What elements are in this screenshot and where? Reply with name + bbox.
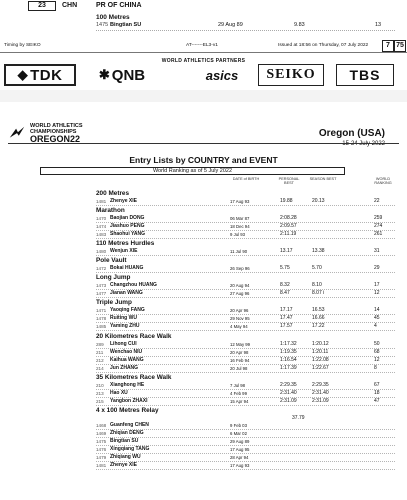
- prev-event-name: 100 Metres: [96, 14, 130, 21]
- athlete-ranking: 261: [374, 231, 383, 238]
- athlete-dob: 12 May 99: [230, 341, 251, 347]
- athlete-bib: 289: [96, 341, 104, 347]
- athlete-bib: 1478: [96, 316, 107, 322]
- athlete-row: [0, 390, 407, 398]
- athlete-bib: 1469: [96, 430, 107, 436]
- athlete-row: [0, 438, 407, 446]
- footer-divider: [0, 52, 407, 53]
- athlete-row: [0, 282, 407, 290]
- athlete-ranking: 68: [374, 348, 380, 355]
- athlete-ranking: 31: [374, 248, 380, 255]
- athlete-row: [0, 382, 407, 390]
- athlete-name: Shaohui YANG: [110, 231, 146, 238]
- athlete-dob: 28 Apr 94: [230, 455, 249, 461]
- athlete-bib: 1479: [96, 455, 107, 461]
- athlete-pb: 17.47: [280, 315, 293, 322]
- athlete-row: [0, 341, 407, 349]
- athlete-dob: 20 Apr 98: [230, 349, 249, 355]
- athlete-bib: 1476: [96, 446, 107, 452]
- athlete-sb: 2:31.40: [312, 389, 329, 396]
- athlete-name: Jiashuo PENG: [110, 223, 145, 230]
- athlete-ranking: 13: [375, 22, 382, 28]
- athlete-bib: 1471: [96, 308, 107, 314]
- athlete-dob: 9 Feb 03: [230, 422, 247, 428]
- athlete-name: Zhiqian DENG: [110, 429, 144, 436]
- athlete-pb: 1:16.54: [280, 356, 297, 363]
- athlete-dob: 7 Jul 98: [230, 382, 246, 388]
- country-code: CHN: [62, 2, 78, 9]
- athlete-pb: 1:19.35: [280, 348, 297, 355]
- athlete-row: [0, 323, 407, 331]
- athlete-pb: 9.83: [294, 22, 305, 28]
- athlete-name: Lihong CUI: [110, 340, 137, 347]
- prev-athlete-row: [0, 22, 407, 32]
- athlete-row: [0, 265, 407, 273]
- athlete-name: Wenjun XIE: [110, 248, 138, 255]
- athlete-name: Xingqiang TANG: [110, 445, 150, 452]
- athlete-dob: 17 Aug 95: [230, 446, 250, 452]
- athlete-name: Yangbon ZHAXI: [110, 397, 148, 404]
- athlete-ranking: 12: [374, 290, 380, 297]
- athlete-dob: 15 Apr 94: [230, 398, 249, 404]
- athlete-pb: 5.75: [280, 265, 290, 272]
- athlete-sb: 8.10: [312, 282, 322, 289]
- athlete-ranking: 4: [374, 323, 377, 330]
- athlete-bib: 1475: [96, 438, 107, 444]
- athlete-ranking: 8: [374, 364, 377, 371]
- country-bib-box: 23: [28, 1, 56, 11]
- athlete-name: Guanfeng CHEN: [110, 421, 149, 428]
- athlete-dob: 29 Aug 89: [230, 438, 250, 444]
- tdk-logo: ◆ TDK: [4, 64, 76, 86]
- championships-logo-text: WORLD ATHLETICS CHAMPIONSHIPS OREGON22: [30, 123, 83, 144]
- athlete-ranking: 14: [374, 307, 380, 314]
- athlete-bib: 213: [96, 390, 104, 396]
- athlete-sb: 8.07 i: [312, 290, 325, 297]
- athlete-dob: 4 Feb 99: [230, 390, 247, 396]
- athlete-name: Xianghong HE: [110, 381, 145, 388]
- athlete-bib: 1468: [96, 422, 107, 428]
- issued-timestamp: Issued at 18:56 on Thursday, 07 July 2022: [278, 43, 369, 48]
- event-dates: 15-24 July 2022: [342, 141, 385, 147]
- athlete-name: Wenchao NIU: [110, 348, 143, 355]
- athlete-row: [0, 462, 407, 470]
- venue-info: [319, 128, 385, 147]
- tbs-logo: TBS: [336, 64, 394, 86]
- athlete-pb: 1:17.32: [280, 340, 297, 347]
- athlete-bib: 1480: [96, 249, 107, 255]
- athlete-bib: 1483: [96, 232, 107, 238]
- athlete-dob: 6 Mar 02: [230, 430, 247, 436]
- event-heading: 20 Kilometres Race Walk: [96, 332, 172, 340]
- athlete-sb: 1:20.11: [312, 348, 329, 355]
- athlete-sb: 20.13: [312, 198, 325, 204]
- athlete-dob: 16 Feb 94: [230, 357, 250, 363]
- athlete-ranking: 17: [374, 282, 380, 289]
- athlete-name: Changzhou HUANG: [110, 282, 157, 289]
- athlete-name: Baojian DONG: [110, 215, 145, 222]
- ranking-banner: World Ranking as of 5 July 2022: [40, 167, 345, 175]
- athlete-ranking: 18: [374, 389, 380, 396]
- athlete-name: Yaming ZHU: [110, 323, 140, 330]
- athlete-ranking: 45: [374, 315, 380, 322]
- row-divider: [96, 30, 395, 31]
- athlete-bib: 211: [96, 349, 104, 355]
- athlete-name: Bokai HUANG: [110, 265, 144, 272]
- timing-credit: Timing by SEIKO: [4, 43, 41, 48]
- header-divider: [8, 143, 399, 144]
- athlete-dob: 20 Apr 96: [230, 308, 249, 314]
- athlete-name: Kaihua WANG: [110, 356, 144, 363]
- athlete-bib: 1481: [96, 463, 107, 469]
- athlete-sb: 1:22.08: [312, 356, 329, 363]
- athlete-pb: 2:09.57: [280, 223, 297, 230]
- championships-logo-icon: [8, 125, 26, 143]
- athlete-pb: 2:31.09: [280, 397, 297, 404]
- athlete-bib: 215: [96, 398, 104, 404]
- athlete-dob: 17 Aug 93: [230, 199, 250, 204]
- qnb-logo: ✱ QNB: [98, 66, 146, 84]
- partners-label: WORLD ATHLETICS PARTNERS: [161, 58, 246, 64]
- athlete-name: Zhiqiang WU: [110, 454, 141, 461]
- athlete-ranking: 67: [374, 381, 380, 388]
- athlete-pb: 1:17.39: [280, 364, 297, 371]
- col-pb: PERSONAL BEST: [278, 177, 300, 185]
- col-wr: WORLD RANKING: [374, 177, 392, 185]
- relay-mark: 37.79: [292, 414, 305, 421]
- tdk-mark-icon: ◆: [17, 67, 29, 82]
- athlete-ranking: 259: [374, 215, 383, 222]
- athlete-dob: 18 Dec 94: [230, 224, 250, 230]
- athlete-dob: 9 Jul 93: [230, 232, 246, 238]
- athlete-bib: 212: [96, 357, 104, 363]
- athlete-dob: 27 Aug 96: [230, 291, 250, 297]
- athlete-row: [0, 446, 407, 454]
- athlete-pb: 17.17: [280, 307, 293, 314]
- athlete-dob: 11 Jul 90: [230, 249, 248, 255]
- athlete-name: Bingtian SU: [110, 437, 139, 444]
- page-header: [0, 118, 407, 158]
- event-heading: 200 Metres: [96, 190, 130, 197]
- athlete-sb: 2:31.09: [312, 397, 329, 404]
- event-heading: 4 x 100 Metres Relay: [96, 406, 159, 414]
- athlete-bib: 1475: [96, 22, 109, 28]
- athlete-ranking: 12: [374, 356, 380, 363]
- athlete-bib: 210: [96, 382, 104, 388]
- column-headers: [0, 175, 407, 187]
- event-heading: 110 Metres Hurdles: [96, 240, 155, 248]
- col-sb: SEASON BEST: [309, 177, 337, 181]
- athlete-bib: 1470: [96, 216, 107, 222]
- athlete-bib: 1485: [96, 324, 107, 330]
- event-heading: Marathon: [96, 207, 125, 215]
- athlete-sb: 1:20.12: [312, 340, 329, 347]
- athlete-name: Ruiting WU: [110, 315, 137, 322]
- athlete-bib: 1473: [96, 283, 107, 289]
- athlete-pb: 2:08.28: [280, 215, 297, 222]
- athlete-sb: 16.53: [312, 307, 325, 314]
- asics-logo: asics: [205, 67, 239, 83]
- athlete-sb: 1:22.67: [312, 364, 329, 371]
- athlete-row: [0, 248, 407, 256]
- athlete-ranking: 29: [374, 265, 380, 272]
- seiko-logo: SEIKO: [258, 64, 324, 86]
- athlete-row: [0, 198, 407, 206]
- athlete-row: [0, 365, 407, 373]
- athlete-dob: 4 May 94: [230, 324, 248, 330]
- page-separator: [0, 90, 407, 102]
- entry-list: [0, 189, 407, 470]
- event-heading: Pole Vault: [96, 257, 127, 265]
- athlete-dob: 17 Aug 93: [230, 463, 250, 469]
- athlete-sb: 17.22: [312, 323, 325, 330]
- athlete-row: [0, 231, 407, 239]
- athlete-pb: 2:29.35: [280, 381, 297, 388]
- athlete-bib: 1477: [96, 291, 107, 297]
- venue-city: Oregon (USA): [318, 128, 385, 139]
- col-dob: DATE of BIRTH: [232, 177, 260, 181]
- athlete-sb: 2:29.35: [312, 381, 329, 388]
- athlete-row: [0, 398, 407, 406]
- athlete-name: Yaoqing FANG: [110, 307, 145, 314]
- athlete-row: [0, 430, 407, 438]
- athlete-sb: 5.70: [312, 265, 322, 272]
- athlete-row: [0, 422, 407, 430]
- country-header: [0, 0, 407, 12]
- row-divider: [96, 469, 395, 470]
- event-heading: Triple Jump: [96, 299, 132, 307]
- athlete-sb: 16.66: [312, 315, 325, 322]
- athlete-ranking: 274: [374, 223, 383, 230]
- athlete-name: Bingtian SU: [110, 22, 142, 28]
- athlete-name: Hao XU: [110, 389, 128, 396]
- athlete-pb: 2:11.19: [280, 231, 297, 238]
- event-heading: Long Jump: [96, 274, 131, 282]
- athlete-pb: 8.32: [280, 282, 290, 289]
- sponsor-bar: [0, 64, 407, 86]
- athlete-row: [0, 454, 407, 462]
- athlete-pb: 17.57: [280, 323, 293, 330]
- athlete-dob: 20 Jul 98: [230, 365, 248, 371]
- athlete-ranking: 47: [374, 397, 380, 404]
- athlete-row: [0, 349, 407, 357]
- athlete-sb: 13.38: [312, 248, 325, 255]
- athlete-name: Zhenye XIE: [110, 198, 137, 204]
- athlete-dob: 29 Aug 89: [218, 22, 243, 28]
- athlete-row: [0, 357, 407, 365]
- page-title: Entry Lists by COUNTRY and EVENT: [129, 155, 278, 165]
- page-total: 75: [394, 40, 406, 52]
- athlete-dob: 29 Nov 95: [230, 316, 250, 322]
- athlete-dob: 06 Mar 87: [230, 216, 250, 222]
- page-number: 7: [382, 40, 394, 52]
- athlete-row: [0, 215, 407, 223]
- athlete-row: [0, 223, 407, 231]
- athlete-ranking: 22: [374, 198, 380, 204]
- country-name: PR OF CHINA: [96, 2, 142, 9]
- athlete-pb: 13.17: [280, 248, 293, 255]
- athlete-dob: 26 Sep 96: [230, 266, 250, 272]
- athlete-bib: 1481: [96, 199, 107, 204]
- athlete-name: Jun ZHANG: [110, 364, 139, 371]
- athlete-bib: 1474: [96, 224, 107, 230]
- relay-mark-row: [0, 415, 407, 422]
- athlete-pb: 8.47: [280, 290, 290, 297]
- athlete-ranking: 50: [374, 340, 380, 347]
- athlete-pb: 2:31.40: [280, 389, 297, 396]
- document-reference: AT-------EL3-v1: [186, 43, 218, 48]
- athlete-row: [0, 290, 407, 298]
- athlete-row: [0, 307, 407, 315]
- athlete-pb: 19.88: [280, 198, 293, 204]
- athlete-bib: 214: [96, 365, 104, 371]
- athlete-bib: 1472: [96, 266, 107, 272]
- athlete-name: Jianan WANG: [110, 290, 143, 297]
- athlete-dob: 20 Aug 94: [230, 283, 250, 289]
- athlete-name: Zhenye XIE: [110, 462, 137, 469]
- qnb-mark-icon: ✱: [98, 67, 110, 82]
- event-heading: 35 Kilometres Race Walk: [96, 373, 172, 381]
- athlete-row: [0, 315, 407, 323]
